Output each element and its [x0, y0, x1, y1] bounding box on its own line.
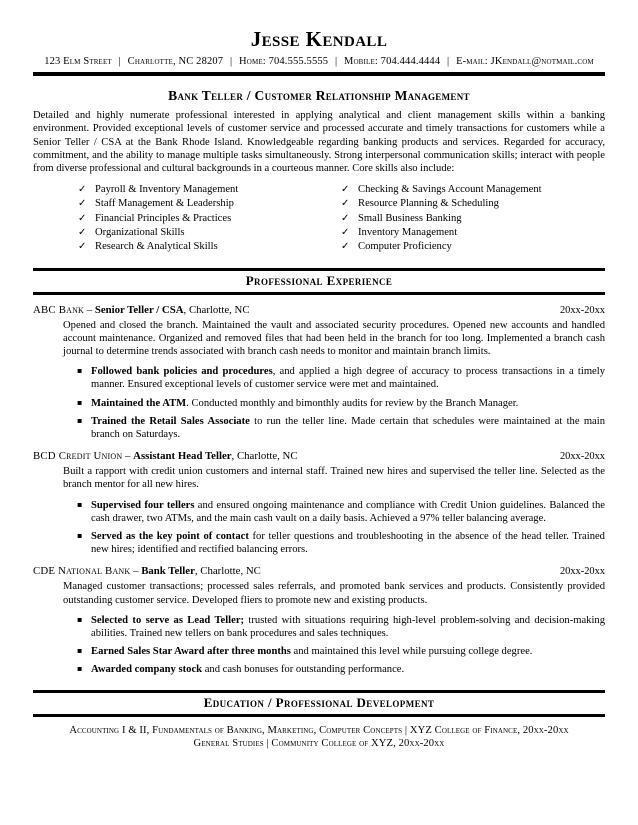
achievement-text: to run the teller line. Made certain that schedules were maintained at the main branch on Saturdays. — [91, 415, 605, 441]
core-skills-list — [33, 183, 605, 254]
checkmark-icon: ✓ — [341, 198, 350, 210]
job-achievements-list — [33, 614, 605, 677]
section-header-education — [33, 690, 605, 717]
achievement-highlight: Earned Sales Star Award after three months — [91, 646, 291, 658]
skill-item — [341, 197, 605, 211]
contact-separator: | — [447, 56, 450, 68]
achievement-item — [91, 614, 605, 640]
skill-label: Staff Management & Leadership — [95, 198, 234, 210]
employer-name: BCD Credit Union — [33, 450, 123, 463]
skill-label: Resource Planning & Scheduling — [358, 198, 499, 210]
skill-item — [341, 226, 605, 240]
employer-name: ABC Bank — [33, 303, 85, 316]
job-achievements-list — [33, 499, 605, 557]
experience-entry-heading-text — [33, 304, 250, 316]
section-title-education: Education / Professional Development — [33, 692, 605, 715]
resume-body — [33, 28, 605, 750]
skill-label: Checking & Savings Account Management — [358, 184, 542, 196]
skill-item — [78, 240, 319, 254]
skill-item — [78, 197, 319, 211]
employment-dates: 20xx-20xx — [559, 451, 605, 463]
skill-label: Payroll & Inventory Management — [95, 184, 239, 196]
contact-separator: | — [229, 56, 233, 68]
experience-entry-heading-text — [33, 450, 298, 462]
contact-address: 123 Elm Street — [44, 56, 112, 68]
header-divider-rule — [33, 72, 605, 76]
job-location: , Charlotte, NC — [194, 565, 261, 578]
achievement-item — [91, 663, 605, 676]
checkmark-icon: ✓ — [341, 212, 350, 224]
job-description: Opened and closed the branch. Maintained the vault and associated security procedures. Opened new accounts and handled account maintenance. Organized and removed files that had been held in the branch for too long. Implemented a branch cash journal to determine trends associated with branch cash needs to monitor and maintain branch limits. — [63, 319, 605, 357]
contact-line — [33, 56, 605, 67]
employment-dates: 20xx-20xx — [559, 304, 605, 316]
experience-entry — [33, 450, 605, 556]
contact-separator: | — [118, 56, 121, 68]
skills-column-left — [33, 183, 319, 254]
job-description: Built a rapport with credit union customers and internal staff. Trained new hires and supervised the teller line. Selected as the branch mentor for all new hires. — [63, 466, 605, 491]
skill-label: Inventory Management — [358, 227, 458, 238]
experience-entry-heading-text — [33, 565, 261, 577]
achievement-item — [91, 397, 605, 410]
achievement-highlight: Trained the Retail Sales Associate — [91, 415, 250, 427]
achievement-text: for teller questions and troubleshooting in the absence of the head teller. Trained new hires; identified and rectified balancing errors. — [91, 531, 605, 556]
heading-dash: – — [84, 303, 95, 316]
skill-item — [78, 212, 319, 226]
checkmark-icon: ✓ — [78, 198, 87, 210]
contact-city: Charlotte, NC 28207 — [127, 56, 224, 68]
achievement-text: and ensured ongoing maintenance and compliance with Credit Union guidelines. Balanced the cash drawer, two ATMs, and the main cash vault on a daily basis. Achieved a 97% teller balancing average. — [91, 499, 605, 524]
job-title: Bank Teller — [141, 565, 195, 578]
skill-item — [341, 240, 605, 254]
checkmark-icon: ✓ — [78, 241, 87, 253]
employer-name: CDE National Bank — [33, 565, 131, 578]
achievement-text: trusted with situations requiring high-level problem-solving and decision-making abilities. Trained new tellers on bank procedures and sales techniques. — [91, 614, 606, 640]
skill-label: Small Business Banking — [358, 212, 462, 224]
skill-label: Computer Proficiency — [358, 241, 452, 253]
section-title-experience: Professional Experience — [33, 270, 605, 293]
job-achievements-list — [33, 365, 605, 441]
objective-title: Bank Teller / Customer Relationship Management — [168, 88, 470, 104]
job-title: Assistant Head Teller — [133, 450, 232, 463]
heading-dash: – — [122, 450, 134, 463]
achievement-highlight: Supervised four tellers — [91, 499, 195, 511]
section-header-experience — [33, 268, 605, 295]
employment-dates: 20xx-20xx — [559, 566, 605, 578]
checkmark-icon: ✓ — [341, 184, 350, 196]
skill-label: Organizational Skills — [95, 227, 185, 238]
experience-entry-header — [33, 304, 605, 316]
education-item: General Studies | Community College of XYZ, 20xx-20xx — [193, 738, 445, 750]
achievement-highlight: Selected to serve as Lead Teller; — [91, 614, 245, 626]
achievement-item — [91, 365, 605, 391]
education-item: Accounting I & II, Fundamentals of Banking, Marketing, Computer Concepts | XYZ College of Finance, 20xx-20xx — [69, 724, 569, 736]
checkmark-icon: ✓ — [78, 227, 87, 238]
achievement-item — [91, 530, 605, 556]
skill-item — [341, 183, 605, 197]
achievement-highlight: Served as the key point of contact — [91, 531, 249, 543]
heading-dash: – — [130, 565, 142, 578]
achievement-highlight: Awarded company stock — [91, 664, 203, 676]
skill-item — [78, 226, 319, 240]
achievement-item — [91, 645, 605, 658]
job-description: Managed customer transactions; processed sales referrals, and promoted bank services and products. Consistently provided outstanding customer service. Developed fliers to promote new and existing products. — [63, 581, 605, 606]
checkmark-icon: ✓ — [78, 184, 87, 196]
job-location: , Charlotte, NC — [183, 303, 250, 316]
professional-summary: Detailed and highly numerate professional interested in applying analytical and client management skills within a banking environment. Provided exceptional levels of customer service and processed accurate and timely transactions for customers while a Senior Teller / CSA at the Bank Rhode Island. Knowledgeable regarding banking products and services. Regarded for accuracy, commitment, and the ability to manage multiple tasks simultaneously. Strong interpersonal communication skills; interact with people from diverse professional and cultural backgrounds in a courteous manner. Core skills also include: — [33, 110, 605, 174]
job-title: Senior Teller / CSA — [94, 303, 184, 316]
contact-mobile-phone: Mobile: 704.444.4444 — [343, 56, 441, 68]
checkmark-icon: ✓ — [78, 212, 87, 224]
achievement-item — [91, 499, 605, 525]
skill-item — [341, 212, 605, 226]
contact-email: E-mail: JKendall@notmail.com — [456, 56, 594, 68]
contact-separator: | — [334, 56, 338, 68]
achievement-highlight: Maintained the ATM — [91, 397, 187, 409]
checkmark-icon: ✓ — [341, 241, 350, 253]
skill-label: Research & Analytical Skills — [95, 241, 218, 253]
experience-entry — [33, 565, 605, 676]
job-location: , Charlotte, NC — [231, 450, 298, 463]
achievement-text: , and applied a high degree of accuracy to process transactions in a timely manner. Ensured exceptional levels of customer service were met and maintained. — [91, 366, 606, 391]
experience-entry-header — [33, 565, 605, 577]
achievement-text: and maintained this level while pursuing college degree. — [290, 646, 533, 658]
skill-label: Financial Principles & Practices — [95, 212, 232, 224]
achievement-text: and cash bonuses for outstanding performance. — [202, 664, 405, 676]
experience-entry — [33, 304, 605, 442]
achievement-item — [91, 415, 605, 441]
education-list — [33, 724, 605, 751]
skills-column-right — [319, 183, 605, 254]
experience-entry-header — [33, 450, 605, 462]
contact-home-phone: Home: 704.555.5555 — [239, 56, 329, 68]
achievement-highlight: Followed bank policies and procedures — [91, 366, 273, 378]
checkmark-icon: ✓ — [341, 227, 350, 238]
resume-header — [33, 28, 605, 76]
achievement-text: . Conducted monthly and bimonthly audits for review by the Branch Manager. — [186, 397, 519, 409]
skill-item — [78, 183, 319, 197]
candidate-name: Jesse Kendall — [250, 27, 388, 51]
